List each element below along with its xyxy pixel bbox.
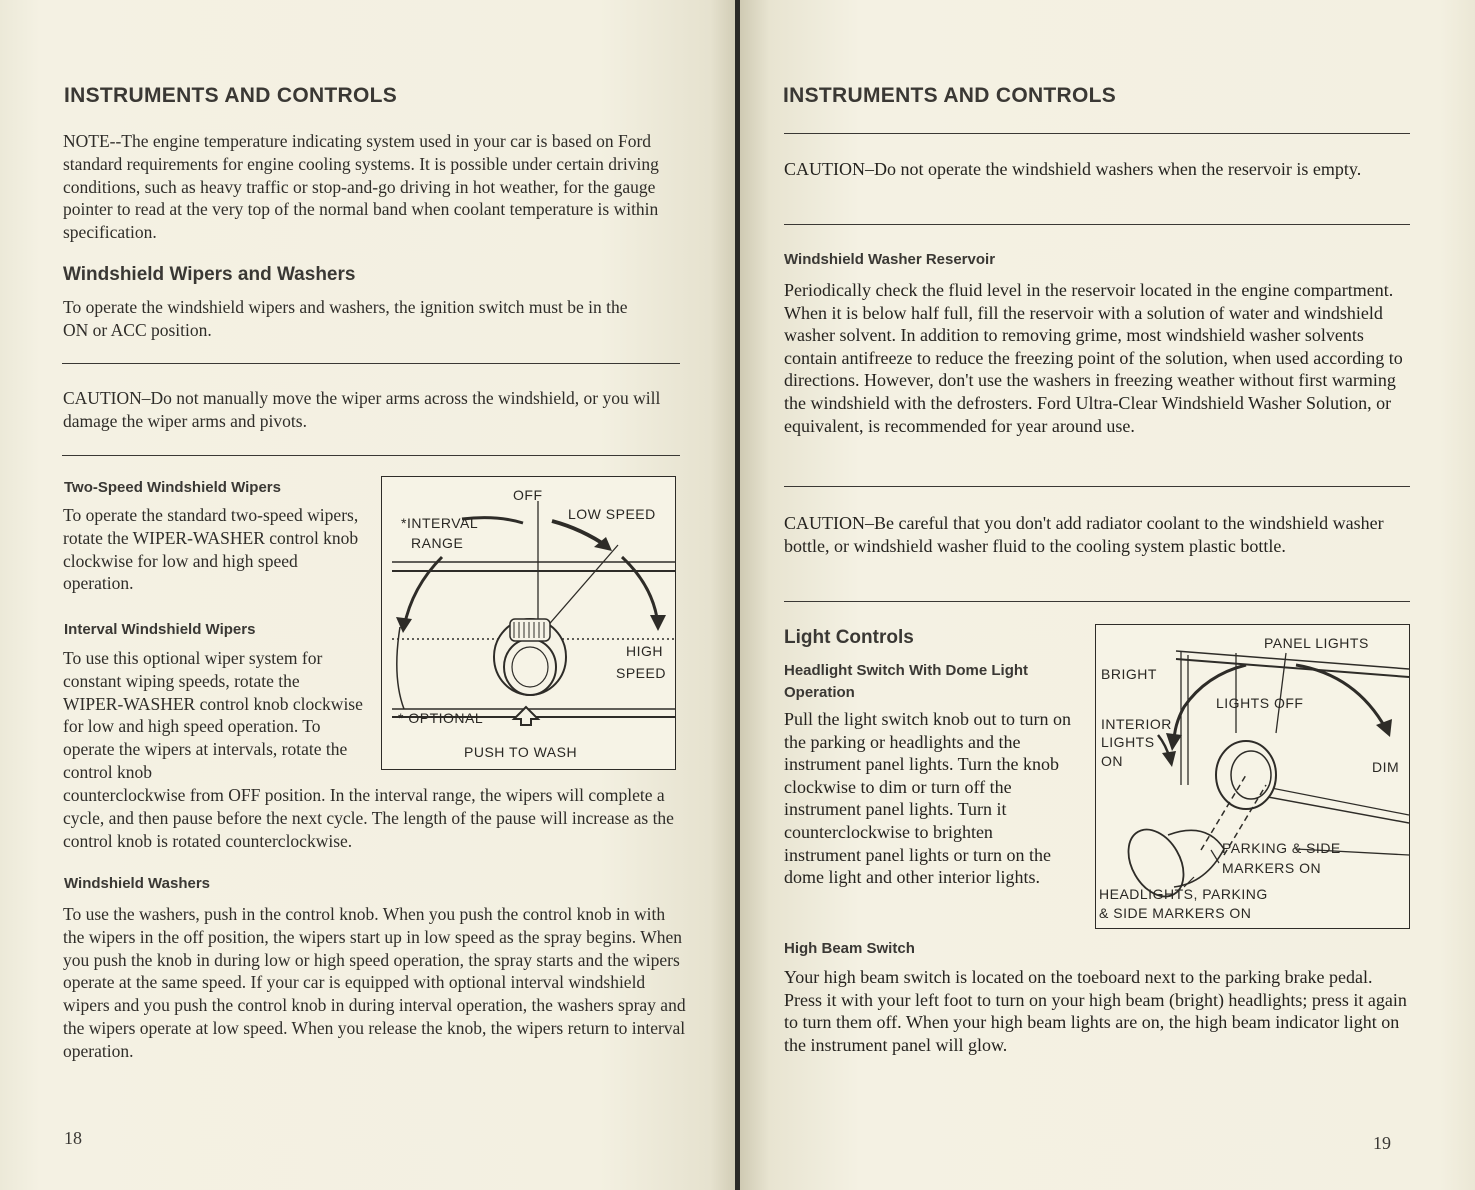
interval-text: To use this optional wiper system for constant wiping speeds, rotate the WIPER-WASHER control knob clockwise for low and high speed operation. To operate the wipers at intervals, rotate the control knob [63, 648, 363, 782]
rule-divider [784, 601, 1410, 602]
lights-label: LIGHTS [1101, 734, 1155, 750]
reservoir-heading: Windshield Washer Reservoir [784, 251, 996, 268]
rule-divider [62, 455, 680, 456]
wiper-control-figure [381, 476, 676, 770]
interval-text-continued: counterclockwise from OFF position. In the interval range, the wipers will complete a cycle, and then pause before the next cycle. The length of the pause will increase as the control knob is rotated counterclockwise. [63, 785, 674, 851]
parking-side-label: PARKING & SIDE [1222, 840, 1341, 856]
side-markers-on-label: & SIDE MARKERS ON [1099, 905, 1252, 921]
washers-heading: Windshield Washers [64, 875, 211, 892]
headlight-switch-figure [1095, 624, 1410, 929]
interval-heading: Interval Windshield Wipers [64, 621, 256, 638]
interior-label: INTERIOR [1101, 716, 1172, 732]
coolant-caution: CAUTION–Be careful that you don't add radiator coolant to the windshield washer bottle, or windshield washer fluid to the cooling system plastic bottle. [784, 513, 1384, 556]
page-header: INSTRUMENTS AND CONTROLS [64, 84, 398, 107]
panel-lights-label: PANEL LIGHTS [1264, 635, 1369, 651]
push-to-wash-label: PUSH TO WASH [464, 744, 578, 760]
wiper-caution: CAUTION–Do not manually move the wiper arms across the windshield, or you will damage the wiper arms and pivots. [63, 388, 661, 431]
washer-caution: CAUTION–Do not operate the windshield washers when the reservoir is empty. [784, 159, 1362, 179]
on-label: ON [1101, 753, 1123, 769]
high-beam-text: Your high beam switch is located on the toeboard next to the parking brake pedal. Press it with your left foot to turn on your high beam (bright) headlights; press it again to turn them off. When your high beam lights are on, the high beam indicator light on the instrument panel will glow. [784, 967, 1407, 1055]
headlight-switch-text: Pull the light switch knob out to turn on the parking or headlights and the instrument panel lights. Turn the knob clockwise to dim or turn off the instrument panel lights. Turn it counterclockwise to brighten instrument panel lights or turn on the dome light and other interior lights. [784, 709, 1071, 888]
reservoir-text: Periodically check the fluid level in the reservoir located in the engine compartment. When it is below half full, fill the reservoir with a solution of water and windshield washer solvent. In addition to removing grime, most windshield washer solvents contain antifreeze to reduce the freezing point of the solution, when used according to directions. However, don't use the washers in freezing weather without first warming the windshield with the defrosters. Ford Ultra-Clear Windshield Washer Solution, or equivalent, is recommended for year around use. [784, 280, 1403, 436]
speed-label: SPEED [616, 665, 666, 681]
dim-label: DIM [1372, 759, 1400, 775]
rule-divider [784, 486, 1410, 487]
off-label: OFF [513, 487, 543, 503]
headlights-parking-label: HEADLIGHTS, PARKING [1099, 886, 1268, 902]
page-header: INSTRUMENTS AND CONTROLS [783, 84, 1117, 107]
lights-off-label: LIGHTS OFF [1216, 695, 1304, 711]
high-beam-heading: High Beam Switch [784, 940, 915, 957]
rule-divider [62, 363, 680, 364]
page-number: 18 [64, 1128, 82, 1148]
range-label: RANGE [411, 535, 464, 551]
page-number: 19 [1373, 1133, 1391, 1153]
wipers-washers-heading: Windshield Wipers and Washers [63, 264, 356, 285]
interval-label: *INTERVAL [401, 515, 479, 531]
high-label: HIGH [626, 643, 663, 659]
two-speed-text: To operate the standard two-speed wipers, rotate the WIPER-WASHER control knob clockwise for low and high speed operation. [63, 505, 359, 594]
engine-temp-note: NOTE--The engine temperature indicating system used in your car is based on Ford standard requirements for engine cooling systems. It is possible under certain driving conditions, such as heavy traffic or stop-and-go driving in hot weather, for the gauge pointer to read at the very top of the normal band when coolant temperature is within specification. [63, 131, 659, 243]
light-controls-heading: Light Controls [784, 627, 914, 648]
washers-text: To use the washers, push in the control knob. When you push the control knob in with the wipers in the off position, the wipers start up in low speed as the spray begins. When you push the knob in during low or high speed operation, the spray starts and the wipers operate at the same speed. If your car is equipped with optional interval windshield wipers and you push the control knob in during interval operation, the washers spray and the wipers operate at low speed. When you release the knob, the wipers return to interval operation. [63, 904, 686, 1061]
rule-divider [784, 133, 1410, 134]
left-page [0, 0, 735, 1190]
low-speed-label: LOW SPEED [568, 506, 656, 522]
two-speed-heading: Two-Speed Windshield Wipers [64, 479, 281, 496]
right-page [740, 0, 1475, 1190]
headlight-switch-heading: Headlight Switch With Dome Light Operation [784, 662, 1029, 701]
rule-divider [784, 224, 1410, 225]
wipers-intro-text: To operate the windshield wipers and washers, the ignition switch must be in the ON or ACC position. [63, 297, 628, 340]
optional-label: * OPTIONAL [398, 710, 484, 726]
markers-on-label: MARKERS ON [1222, 860, 1322, 876]
bright-label: BRIGHT [1101, 666, 1157, 682]
